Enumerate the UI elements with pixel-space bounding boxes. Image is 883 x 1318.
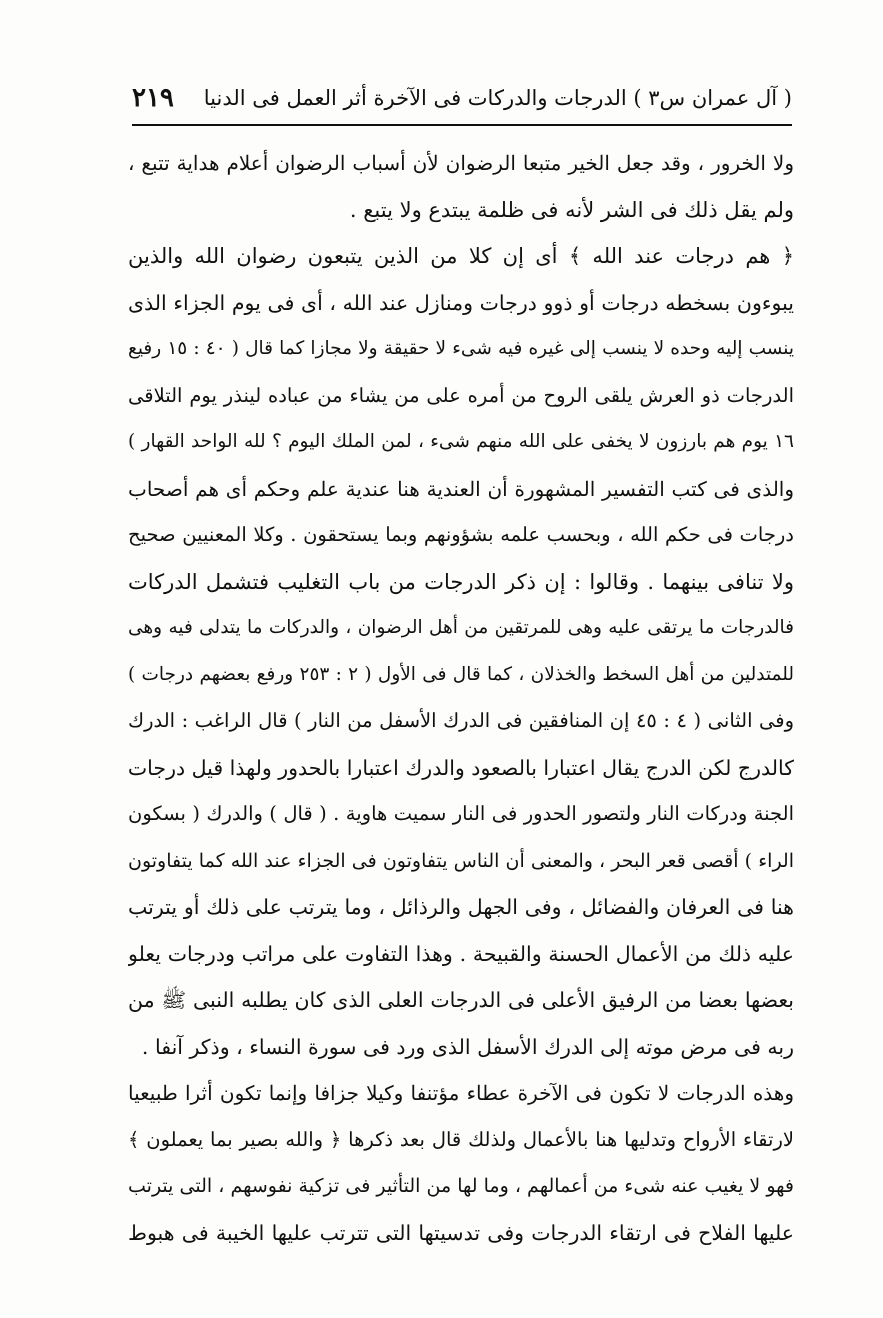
text-line: عليه ذلك من الأعمال الحسنة والقبيحة . وهذا التفاوت على مراتب ودرجات يعلو <box>128 941 794 966</box>
text-line: والذى فى كتب التفسير المشهورة أن العندية هنا عندية علم وحكم أى هم أصحاب <box>128 476 794 501</box>
text-line: درجات فى حكم الله ، وبحسب علمه بشؤونهم وبما يستحقون . وكلا المعنيين صحيح <box>128 523 794 546</box>
header-title: ( آل عمران س٣ ) الدرجات والدركات فى الآخرة أثر العمل فى الدنيا <box>203 86 792 110</box>
text-line: ١٦ يوم هم بارزون لا يخفى على الله منهم شىء ، لمن الملك اليوم ؟ لله الواحد القهار ) <box>128 431 794 452</box>
running-header <box>132 78 792 118</box>
text-line: بعضها بعضا من الرفيق الأعلى فى الدرجات العلى الذى كان يطلبه النبى ﷺ من <box>128 988 794 1012</box>
text-line: وهذه الدرجات لا تكون فى الآخرة عطاء مؤتنفا وكيلا جزافا وإنما تكون أثرا طبيعيا <box>128 1081 794 1105</box>
text-line: ينسب إليه وحده لا ينسب إلى غيره فيه شىء لا حقيقة ولا مجازا كما قال ( ٤٠ : ١٥ رفيع <box>128 338 794 359</box>
body-text <box>128 140 794 1256</box>
text-line: فهو لا يغيب عنه شىء من أعمالهم ، وما لها من التأثير فى تزكية نفوسهم ، التى يترتب <box>128 1175 794 1197</box>
text-line: هنا فى العرفان والفضائل ، وفى الجهل والرذائل ، وما يترتب على ذلك أو يترتب <box>128 895 794 919</box>
text-line: ولا تنافى بينهما . وقالوا : إن ذكر الدرجات من باب التغليب فتشمل الدركات <box>128 569 794 594</box>
header-rule <box>132 124 792 126</box>
text-line: ولا الخرور ، وقد جعل الخير متبعا الرضوان لأن أسباب الرضوان أعلام هداية تتبع ، <box>128 151 794 175</box>
page-number: ٢١٩ <box>132 83 174 113</box>
text-line: عليها الفلاح فى ارتقاء الدرجات وفى تدسيتها التى تترتب عليها الخيبة فى هبوط <box>128 1220 794 1245</box>
text-line: ولم يقل ذلك فى الشر لأنه فى ظلمة يبتدع ولا يتبع . <box>349 197 794 222</box>
text-line: وفى الثانى ( ٤ : ٤٥ إن المنافقين فى الدرك الأسفل من النار ) قال الراغب : الدرك <box>128 709 794 732</box>
text-line: لارتقاء الأرواح وتدليها هنا بالأعمال ولذلك قال بعد ذكرها ﴿ والله بصير بما يعملون ﴾ <box>128 1127 794 1151</box>
text-line: كالدرج لكن الدرج يقال اعتبارا بالصعود والدرك اعتبارا بالحدور ولهذا قيل درجات <box>128 755 794 780</box>
text-line: يبوءون بسخطه درجات أو ذوو درجات ومنازل عند الله ، أى فى يوم الجزاء الذى <box>128 290 794 315</box>
text-line: ﴿ هم درجات عند الله ﴾ أى إن كلا من الذين يتبعون رضوان الله والذين <box>128 244 794 268</box>
text-line: الراء ) أقصى قعر البحر ، والمعنى أن الناس يتفاوتون فى الجزاء عند الله كما يتفاوتون <box>128 849 794 872</box>
text-line: الدرجات ذو العرش يلقى الروح من أمره على من يشاء من عباده لينذر يوم التلاقى <box>128 383 794 407</box>
text-line: ربه فى مرض موته إلى الدرك الأسفل الذى ورد فى سورة النساء ، وذكر آنفا . <box>141 1034 794 1059</box>
text-line: للمتدلين من أهل السخط والخذلان ، كما قال فى الأول ( ٢ : ٢٥٣ ورفع بعضهم درجات ) <box>128 663 794 685</box>
text-line: فالدرجات ما يرتقى عليه وهى للمرتقين من أهل الرضوان ، والدركات ما يتدلى فيه وهى <box>128 617 794 638</box>
text-line: الجنة ودركات النار ولتصور الحدور فى النار سميت هاوية . ( قال ) والدرك ( بسكون <box>128 802 794 825</box>
